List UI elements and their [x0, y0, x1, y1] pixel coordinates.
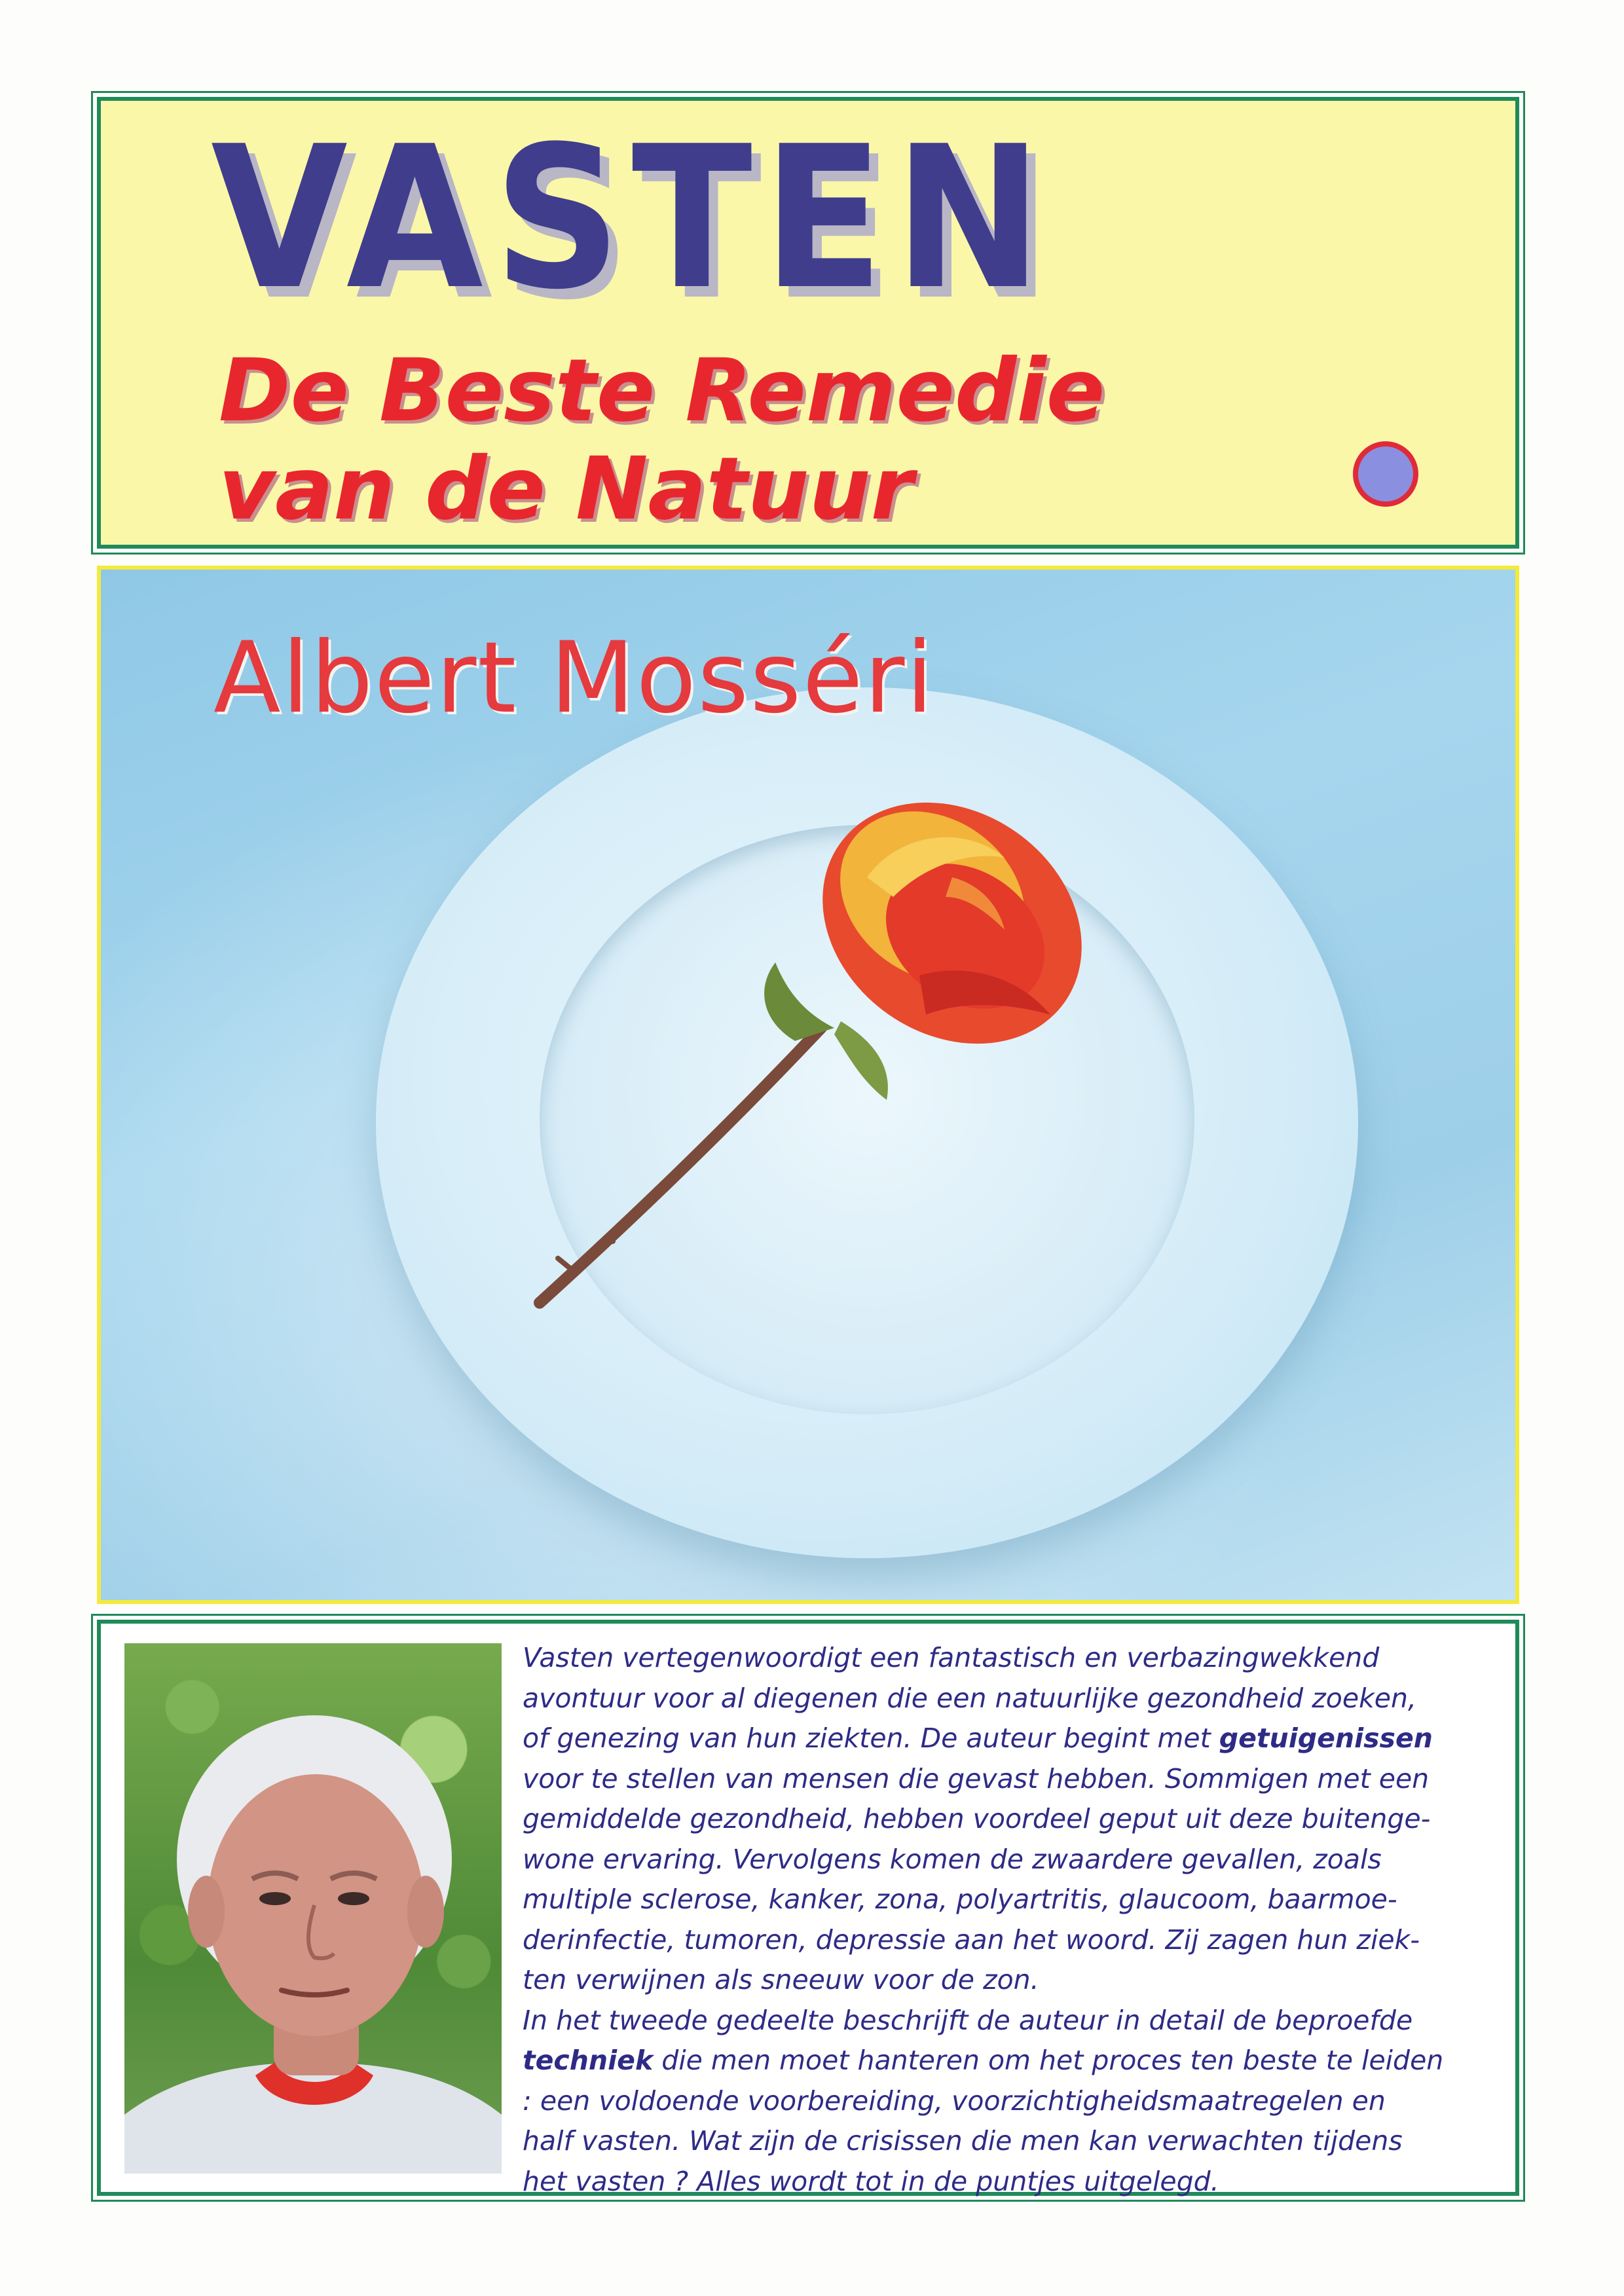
book-description: [523, 1638, 1498, 2202]
description-line: Vasten vertegenwoordigt een fantastisch en verbazingwekkend: [523, 1642, 1380, 1673]
description-line: het vasten ? Alles wordt tot in de puntjes uitgelegd.: [523, 2165, 1219, 2197]
subtitle-line-2: van de Natuur: [219, 439, 913, 539]
description-line: voor te stellen van mensen die gevast hebben. Sommigen met een: [523, 1762, 1430, 1795]
description-line: [523, 2041, 1498, 2081]
portrait-image: [124, 1643, 502, 2174]
description-line: derinfectie, tumoren, depressie aan het woord. Zij zagen hun ziek-: [523, 1923, 1420, 1956]
bold-keyword-getuigenissen: getuigenissen: [1219, 1722, 1433, 1754]
description-line: gemiddelde gezondheid, hebben voordeel geput uit deze buitenge-: [523, 1803, 1431, 1834]
description-line: avontuur voor al diegenen die een natuurlijke gezondheid zoeken,: [523, 1682, 1417, 1714]
author-portrait: [124, 1643, 502, 2174]
description-line: multiple sclerose, kanker, zona, polyartritis, glaucoom, baarmoe-: [523, 1884, 1397, 1915]
description-line: [523, 1719, 1498, 1759]
description-line: In het tweede gedeelte beschrijft de auteur in detail de beproefde: [523, 2004, 1413, 2036]
subtitle-line-1: De Beste Remedie: [219, 340, 1105, 441]
author-name: Albert Mosséri: [213, 621, 935, 735]
title-box: [97, 97, 1519, 549]
cover-photo: [97, 566, 1519, 1604]
circle-dot-icon: [1353, 441, 1418, 507]
description-line: : een voldoende voorbereiding, voorzichtigheidsmaatregelen en: [523, 2085, 1386, 2117]
book-subtitle: [219, 342, 1105, 538]
description-line: half vasten. Wat zijn de crisissen die men kan verwachten tijdens: [523, 2125, 1403, 2157]
description-text: of genezing van hun ziekten. De auteur begint met: [523, 1722, 1219, 1754]
description-box: [97, 1620, 1519, 2196]
description-line: ten verwijnen als sneeuw voor de zon.: [523, 1964, 1039, 1995]
book-title: VASTEN: [211, 104, 1053, 333]
description-line: wone ervaring. Vervolgens komen de zwaardere gevallen, zoals: [523, 1843, 1382, 1875]
description-text: die men moet hanteren om het proces ten beste te leiden: [653, 2045, 1444, 2076]
bold-keyword-techniek: techniek: [523, 2045, 654, 2076]
